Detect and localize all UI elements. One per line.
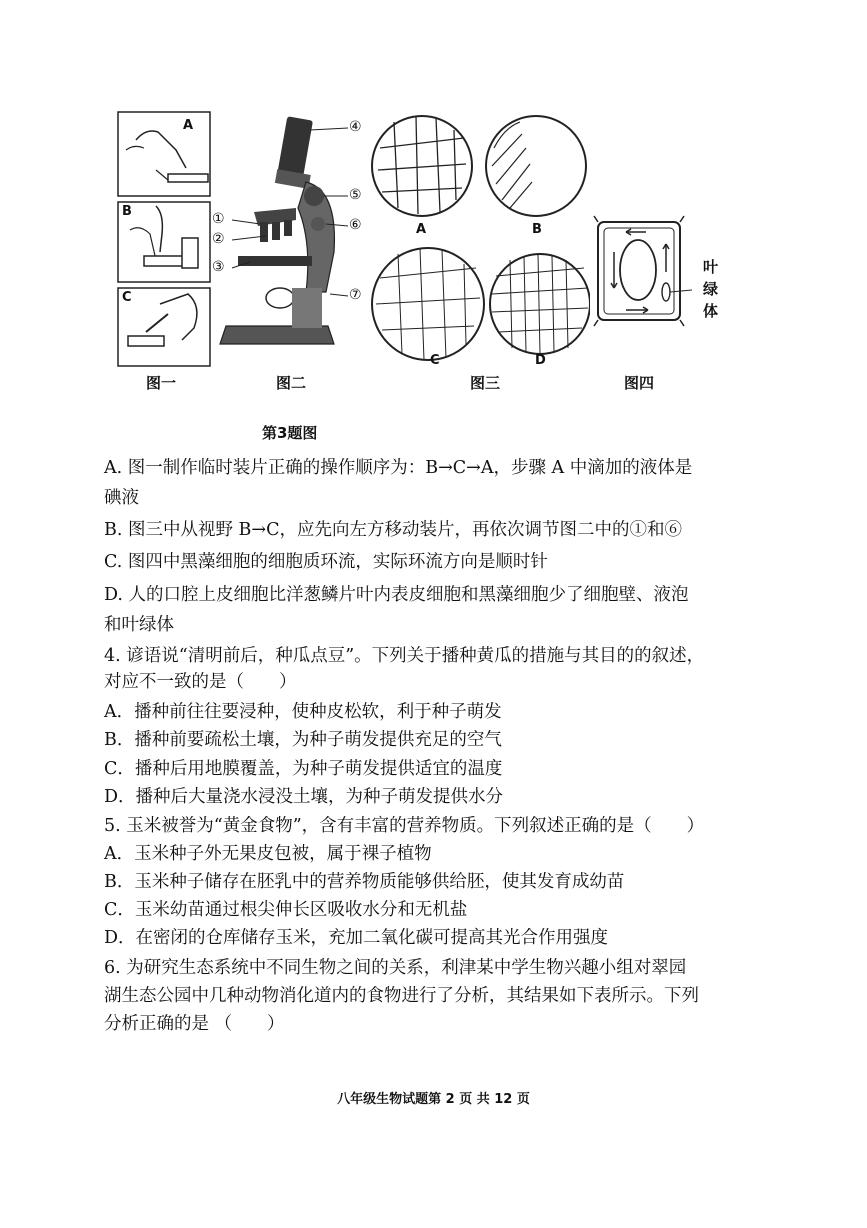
page-footer: 八年级生物试题第 2 页 共 12 页 bbox=[337, 1092, 530, 1107]
fig3-caption: 图三 bbox=[470, 374, 501, 392]
q3-option-c: C. 图四中黑藻细胞的细胞质环流，实际环流方向是顺时针 bbox=[104, 552, 548, 572]
q5-stem: 5. 玉米被誉为“黄金食物”，含有丰富的营养物质。下列叙述正确的是（ ） bbox=[104, 816, 705, 836]
figure-title: 第3题图 bbox=[262, 424, 318, 442]
fig3-view-label-c: C bbox=[430, 353, 440, 368]
microscope-label-2: ② bbox=[212, 231, 225, 247]
fig1-panel-label-a: A bbox=[183, 118, 194, 133]
q3-option-a-line2: 碘液 bbox=[104, 488, 139, 508]
fig4-side-label-1: 叶 bbox=[703, 258, 719, 276]
microscope-label-4: ④ bbox=[349, 119, 362, 135]
q4-option-d: D．播种后大量浇水浸没土壤，为种子萌发提供水分 bbox=[104, 787, 504, 807]
q4-option-a: A．播种前往往要浸种，使种皮松软，利于种子萌发 bbox=[104, 702, 502, 722]
q3-option-a-line1: A. 图一制作临时装片正确的操作顺序为：B→C→A，步骤 A 中滴加的液体是 bbox=[104, 458, 693, 478]
fig4-caption: 图四 bbox=[624, 374, 655, 392]
q3-option-b: B. 图三中从视野 B→C，应先向左方移动装片，再依次调节图二中的①和⑥ bbox=[104, 520, 682, 540]
microscope-label-5: ⑤ bbox=[349, 187, 362, 203]
microscope-label-6: ⑥ bbox=[349, 217, 362, 233]
figure-1-slide-steps bbox=[116, 110, 212, 368]
fig1-panel-label-b: B bbox=[122, 204, 132, 219]
fig1-caption: 图一 bbox=[146, 374, 177, 392]
fig2-caption: 图二 bbox=[276, 374, 307, 392]
q4-stem-line2: 对应不一致的是（ ） bbox=[104, 672, 297, 692]
q6-stem-line1: 6. 为研究生态系统中不同生物之间的关系，利津某中学生物兴趣小组对翠园 bbox=[104, 958, 687, 978]
q3-option-d-line2: 和叶绿体 bbox=[104, 615, 174, 635]
microscope-label-3: ③ bbox=[212, 259, 225, 275]
figure-3-fields-of-view bbox=[370, 108, 590, 364]
q6-stem-line3: 分析正确的是 （ ） bbox=[104, 1014, 285, 1034]
fig3-view-label-d: D bbox=[535, 353, 546, 368]
q3-option-d-line1: D. 人的口腔上皮细胞比洋葱鳞片叶内表皮细胞和黑藻细胞少了细胞壁、液泡 bbox=[104, 585, 689, 605]
fig4-side-label-3: 体 bbox=[703, 302, 719, 320]
q4-option-c: C．播种后用地膜覆盖，为种子萌发提供适宜的温度 bbox=[104, 759, 503, 779]
figure-4-cytoplasmic-streaming bbox=[592, 208, 692, 334]
figure-2-microscope bbox=[210, 112, 370, 348]
q5-option-b: B．玉米种子储存在胚乳中的营养物质能够供给胚，使其发育成幼苗 bbox=[104, 872, 625, 892]
q5-option-d: D．在密闭的仓库储存玉米，充加二氧化碳可提高其光合作用强度 bbox=[104, 928, 609, 948]
q5-option-a: A．玉米种子外无果皮包被，属于裸子植物 bbox=[104, 844, 432, 864]
microscope-label-1: ① bbox=[212, 211, 225, 227]
q4-option-b: B．播种前要疏松土壤，为种子萌发提供充足的空气 bbox=[104, 730, 502, 750]
q6-stem-line2: 湖生态公园中几种动物消化道内的食物进行了分析，其结果如下表所示。下列 bbox=[104, 986, 699, 1006]
fig3-view-label-b: B bbox=[532, 222, 542, 237]
microscope-label-7: ⑦ bbox=[349, 287, 362, 303]
fig4-side-label-2: 绿 bbox=[703, 280, 719, 298]
fig1-panel-label-c: C bbox=[122, 290, 132, 305]
q4-stem-line1: 4. 谚语说“清明前后，种瓜点豆”。下列关于播种黄瓜的措施与其目的的叙述， bbox=[104, 646, 705, 666]
fig3-view-label-a: A bbox=[416, 222, 427, 237]
q5-option-c: C．玉米幼苗通过根尖伸长区吸收水分和无机盐 bbox=[104, 900, 468, 920]
